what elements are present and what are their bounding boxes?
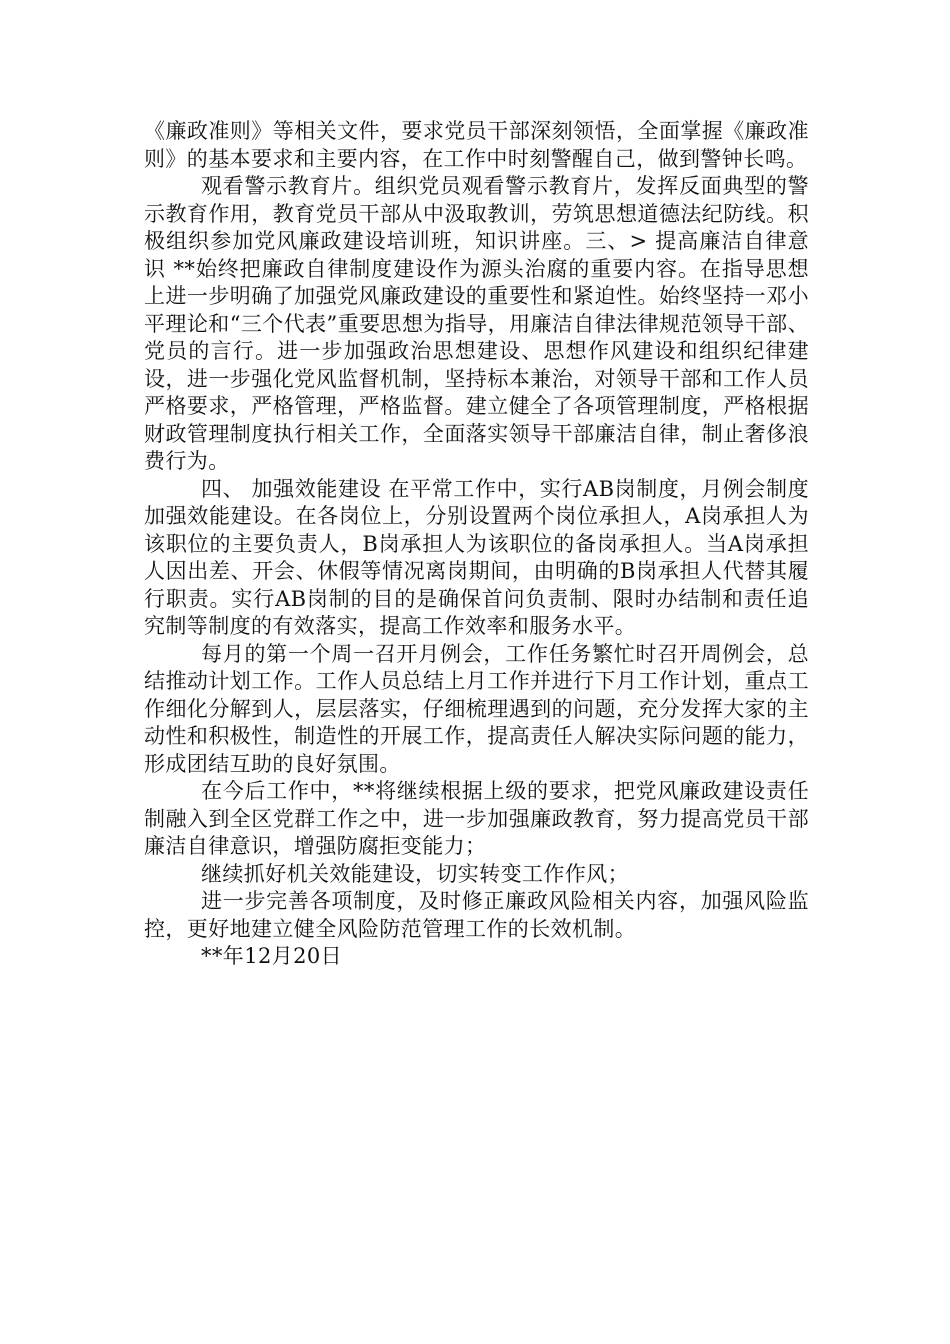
document-date: **年12月20日 <box>201 944 343 968</box>
paragraph-future-work: 在今后工作中，**将继续根据上级的要求，把党风廉政建设责任制融入到全区党群工作之中，进一步加强廉政教育，努力提高党员干部廉洁自律意识，增强防腐拒变能力； <box>144 779 809 858</box>
paragraph-continuation: 《廉政准则》等相关文件，要求党员干部深刻领悟，全面掌握《廉政准则》的基本要求和主要内容，在工作中时刻警醒自己，做到警钟长鸣。 <box>144 119 809 171</box>
paragraph-warning-education: 观看警示教育片。组织党员观看警示教育片，发挥反面典型的警示教育作用，教育党员干部从中汲取教训，劳筑思想道德法纪防线。积极组织参加党风廉政建设培训班，知识讲座。三、> 提高廉洁自律意识 **始终把廉政自律制度建设作为源头治腐的重要内容。在指导思想上进一步明确了加强党风廉政建设的重要性和紧迫性。始终坚持一邓小平理论和“三个代表”重要思想为指导，用廉洁自律法律规范领导干部、党员的言行。进一步加强政治思想建设、思想作风建设和组织纪律建设，进一步强化党风监督机制，坚持标本兼治，对领导干部和工作人员严格要求，严格管理，严格监督。建立健全了各项管理制度，严格根据财政管理制度执行相关工作，全面落实领导干部廉洁自律，制止奢侈浪费行为。 <box>144 174 809 473</box>
paragraph-efficiency-building: 四、 加强效能建设 在平常工作中，实行AB岗制度，月例会制度加强效能建设。在各岗位上，分别设置两个岗位承担人，A岗承担人为该职位的主要负责人，B岗承担人为该职位的备岗承担人。当A岗承担人因出差、开会、休假等情况离岗期间，由明确的B岗承担人代替其履行职责。实行AB岗制的目的是确保首问负责制、限时办结制和责任追究制等制度的有效落实，提高工作效率和服务水平。 <box>144 476 809 638</box>
paragraph-improve-system: 进一步完善各项制度，及时修正廉政风险相关内容，加强风险监控，更好地建立健全风险防范管理工作的长效机制。 <box>144 889 809 941</box>
paragraph-monthly-meeting: 每月的第一个周一召开月例会，工作任务繁忙时召开周例会，总结推动计划工作。工作人员总结上月工作并进行下月工作计划，重点工作细化分解到人，层层落实，仔细梳理遇到的问题，充分发挥大家的主动性和积极性，制造性的开展工作，提高责任人解决实际问题的能力，形成团结互助的良好氛围。 <box>144 641 809 776</box>
document-body <box>144 118 809 971</box>
paragraph-efficiency-continue: 继续抓好机关效能建设，切实转变工作作风； <box>201 861 629 886</box>
